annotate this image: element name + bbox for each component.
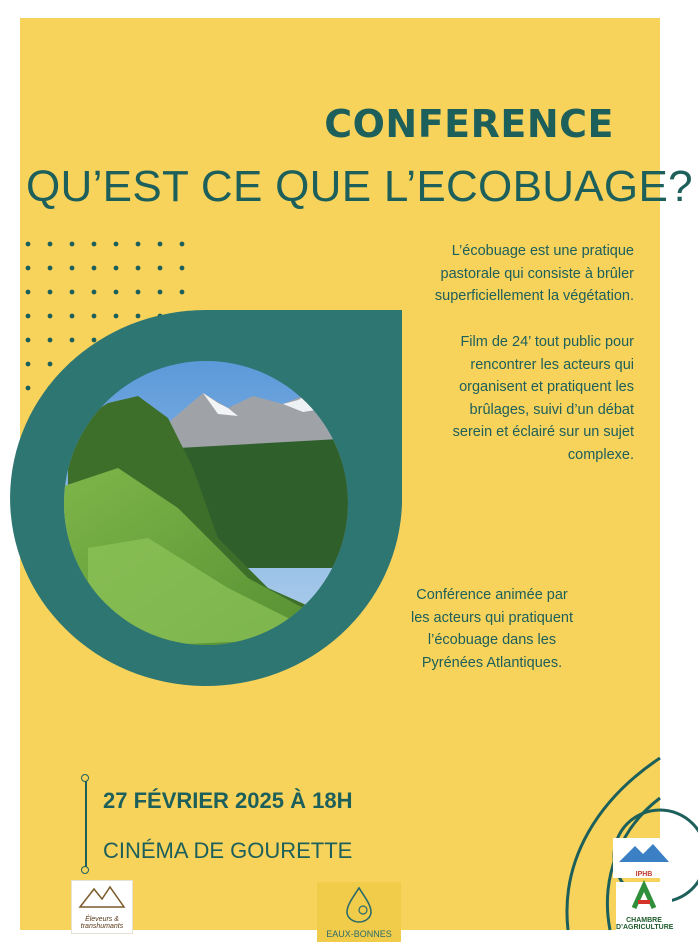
poster bbox=[20, 18, 693, 939]
film-line: brûlages, suivi d’un débat bbox=[469, 401, 634, 418]
animated-by-line: les acteurs qui pratiquent bbox=[410, 609, 573, 626]
water-drop-icon bbox=[317, 882, 401, 924]
iphb-mountain-icon bbox=[613, 838, 675, 866]
decorative-dot bbox=[48, 266, 53, 271]
decorative-dot bbox=[26, 266, 31, 271]
decorative-dot bbox=[48, 242, 53, 247]
decorative-dot bbox=[136, 242, 141, 247]
film-line: complexe. bbox=[567, 446, 634, 463]
decorative-dot bbox=[26, 290, 31, 295]
event-venue: CINÉMA DE GOURETTE bbox=[103, 838, 353, 863]
decorative-dot bbox=[114, 266, 119, 271]
decorative-dot bbox=[92, 290, 97, 295]
decorative-dot bbox=[180, 266, 185, 271]
eleveurs-logo-text: Éleveurs & transhumants bbox=[80, 916, 124, 930]
animated-by-line: Conférence animée par bbox=[416, 587, 568, 603]
film-line: serein et éclairé sur un sujet bbox=[452, 424, 634, 440]
decorative-dot bbox=[26, 242, 31, 247]
decorative-dot bbox=[180, 242, 185, 247]
intro-line: superficiellement la végétation. bbox=[434, 288, 634, 304]
decorative-dot bbox=[70, 266, 75, 271]
decorative-dot bbox=[92, 266, 97, 271]
intro-line: pastorale qui consiste à brûler bbox=[440, 265, 634, 282]
agriculture-a-icon bbox=[616, 882, 672, 912]
eaux-bonnes-logo-text: EAUX-BONNES bbox=[326, 929, 392, 939]
decorative-dot bbox=[114, 290, 119, 295]
decorative-dot bbox=[158, 242, 163, 247]
decorative-dot bbox=[48, 290, 53, 295]
decorative-dot bbox=[136, 290, 141, 295]
animated-by-text bbox=[342, 584, 642, 674]
timeline-dot-top bbox=[81, 774, 89, 782]
animated-by-line: l’écobuage dans les bbox=[427, 632, 557, 648]
chambre-agriculture-logo-text: CHAMBRE D’AGRICULTURE bbox=[616, 917, 674, 931]
decorative-dot bbox=[114, 242, 119, 247]
film-line: rencontrer les acteurs qui bbox=[470, 356, 634, 373]
iphb-logo-text: IPHB bbox=[635, 871, 653, 878]
decorative-dot bbox=[180, 290, 185, 295]
mountain-icon bbox=[72, 881, 132, 911]
decorative-dot bbox=[70, 290, 75, 295]
decorative-dot bbox=[70, 242, 75, 247]
decorative-dot bbox=[136, 266, 141, 271]
intro-text bbox=[334, 240, 634, 308]
decorative-dot bbox=[92, 242, 97, 247]
iphb-logo bbox=[613, 838, 675, 878]
timeline-line bbox=[85, 780, 87, 872]
page-subtitle: QU’EST CE QUE L’ECOBUAGE? bbox=[26, 162, 693, 211]
chambre-agriculture-logo bbox=[616, 882, 672, 934]
film-line: Film de 24’ tout public pour bbox=[460, 334, 634, 350]
eleveurs-logo bbox=[71, 880, 133, 934]
eaux-bonnes-logo bbox=[317, 882, 401, 942]
intro-line: L’écobuage est une pratique bbox=[451, 243, 634, 259]
decorative-dot bbox=[158, 266, 163, 271]
event-date: 27 FÉVRIER 2025 À 18H bbox=[103, 788, 353, 813]
timeline-dot-bottom bbox=[81, 866, 89, 874]
page-title: CONFERENCE bbox=[324, 102, 614, 146]
film-line: organisent et pratiquent les bbox=[459, 379, 634, 395]
film-text bbox=[334, 331, 634, 466]
decorative-dot bbox=[158, 290, 163, 295]
animated-by-line: Pyrénées Atlantiques. bbox=[421, 654, 563, 671]
